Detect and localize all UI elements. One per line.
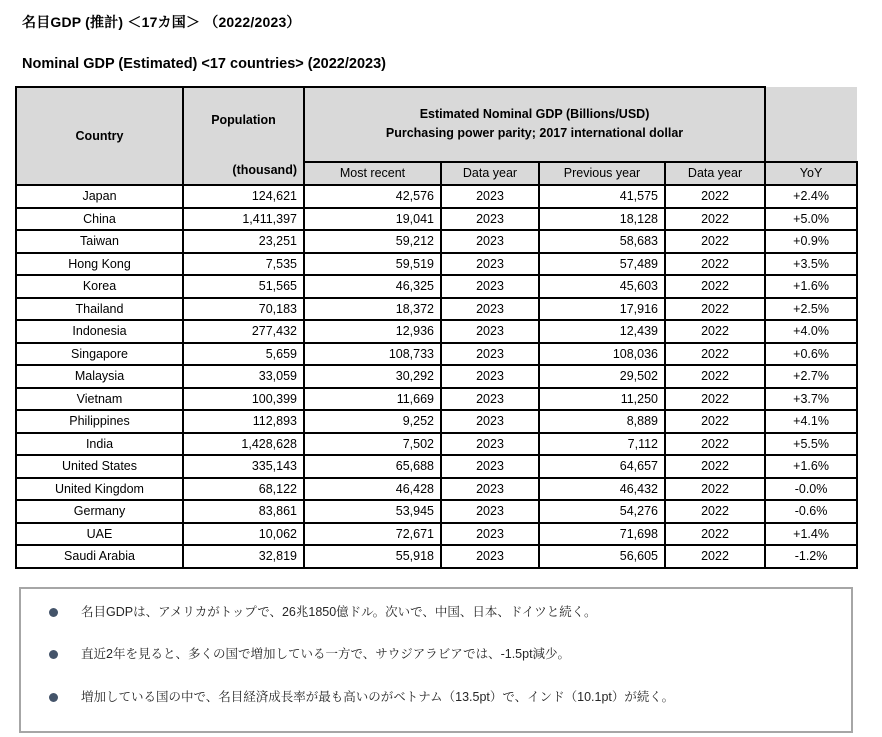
data-year-1-cell: 2023 (441, 433, 539, 456)
country-cell: Japan (16, 185, 183, 208)
country-cell: Singapore (16, 343, 183, 366)
yoy-cell: +4.1% (765, 410, 857, 433)
population-unit-label: (thousand) (232, 163, 297, 177)
gdp-table (15, 86, 858, 569)
data-year-1-cell: 2023 (441, 388, 539, 411)
most-recent-cell: 55,918 (304, 545, 441, 568)
yoy-cell: -1.2% (765, 545, 857, 568)
previous-year-cell: 56,605 (539, 545, 665, 568)
previous-year-cell: 17,916 (539, 298, 665, 321)
data-year-2-cell: 2022 (665, 410, 765, 433)
previous-year-cell: 64,657 (539, 455, 665, 478)
gdp-group-header-line1: Estimated Nominal GDP (Billions/USD) (419, 106, 650, 121)
notes-list (49, 604, 831, 707)
yoy-column-header: YoY (765, 162, 857, 185)
previous-year-cell: 12,439 (539, 320, 665, 343)
country-cell: Philippines (16, 410, 183, 433)
country-cell: UAE (16, 523, 183, 546)
population-cell: 83,861 (183, 500, 304, 523)
summary-notes-box (19, 587, 853, 733)
data-year-1-cell: 2023 (441, 208, 539, 231)
data-year-1-cell: 2023 (441, 545, 539, 568)
country-cell: United Kingdom (16, 478, 183, 501)
data-year-1-cell: 2023 (441, 253, 539, 276)
previous-year-cell: 7,112 (539, 433, 665, 456)
data-year-2-cell: 2022 (665, 478, 765, 501)
data-year-2-column-header: Data year (665, 162, 765, 185)
yoy-cell: -0.0% (765, 478, 857, 501)
data-year-2-cell: 2022 (665, 365, 765, 388)
data-year-1-cell: 2023 (441, 365, 539, 388)
data-year-1-cell: 2023 (441, 185, 539, 208)
most-recent-cell: 7,502 (304, 433, 441, 456)
population-cell: 33,059 (183, 365, 304, 388)
table-row (16, 500, 857, 523)
yoy-cell: +0.6% (765, 343, 857, 366)
country-cell: Germany (16, 500, 183, 523)
table-row (16, 455, 857, 478)
table-row (16, 320, 857, 343)
previous-year-cell: 8,889 (539, 410, 665, 433)
data-year-1-cell: 2023 (441, 320, 539, 343)
page-title-japanese: 名目GDP (推計) ＜17カ国＞ （2022/2023） (22, 14, 301, 30)
table-row (16, 410, 857, 433)
note-item (49, 604, 831, 621)
country-cell: Vietnam (16, 388, 183, 411)
most-recent-cell: 9,252 (304, 410, 441, 433)
data-year-1-cell: 2023 (441, 478, 539, 501)
country-cell: United States (16, 455, 183, 478)
note-text: 直近2年を見ると、多くの国で増加している一方で、サウジアラビアでは、-1.5pt減少。 (81, 647, 571, 662)
population-cell: 7,535 (183, 253, 304, 276)
note-text: 名目GDPは、アメリカがトップで、26兆1850億ドル。次いで、中国、日本、ドイツと続く。 (81, 604, 597, 619)
data-year-1-column-header: Data year (441, 162, 539, 185)
population-cell: 70,183 (183, 298, 304, 321)
yoy-cell: +1.6% (765, 275, 857, 298)
population-cell: 51,565 (183, 275, 304, 298)
gdp-table-body (16, 185, 857, 568)
country-cell: China (16, 208, 183, 231)
page-title-english: Nominal GDP (Estimated) <17 countries> (2022/2023) (22, 56, 386, 72)
most-recent-cell: 59,212 (304, 230, 441, 253)
data-year-2-cell: 2022 (665, 298, 765, 321)
population-cell: 68,122 (183, 478, 304, 501)
data-year-2-cell: 2022 (665, 500, 765, 523)
data-year-2-cell: 2022 (665, 455, 765, 478)
population-cell: 112,893 (183, 410, 304, 433)
table-row (16, 298, 857, 321)
population-cell: 5,659 (183, 343, 304, 366)
previous-year-cell: 11,250 (539, 388, 665, 411)
table-row (16, 545, 857, 568)
note-text: 増加している国の中で、名目経済成長率が最も高いのがベトナム（13.5pt）で、インド（10.1pt）が続く。 (81, 690, 675, 705)
country-cell: Malaysia (16, 365, 183, 388)
data-year-1-cell: 2023 (441, 410, 539, 433)
previous-year-cell: 41,575 (539, 185, 665, 208)
data-year-1-cell: 2023 (441, 523, 539, 546)
data-year-2-cell: 2022 (665, 545, 765, 568)
data-year-1-cell: 2023 (441, 343, 539, 366)
most-recent-cell: 53,945 (304, 500, 441, 523)
country-cell: Korea (16, 275, 183, 298)
table-row (16, 185, 857, 208)
yoy-cell: +5.5% (765, 433, 857, 456)
data-year-1-cell: 2023 (441, 455, 539, 478)
previous-year-cell: 45,603 (539, 275, 665, 298)
population-cell: 32,819 (183, 545, 304, 568)
previous-year-cell: 71,698 (539, 523, 665, 546)
yoy-cell: +2.5% (765, 298, 857, 321)
yoy-cell: -0.6% (765, 500, 857, 523)
data-year-1-cell: 2023 (441, 298, 539, 321)
gdp-group-header (304, 87, 765, 162)
population-cell: 1,428,628 (183, 433, 304, 456)
empty-corner-cell (765, 87, 857, 162)
most-recent-cell: 30,292 (304, 365, 441, 388)
most-recent-column-header: Most recent (304, 162, 441, 185)
data-year-2-cell: 2022 (665, 185, 765, 208)
data-year-2-cell: 2022 (665, 433, 765, 456)
population-cell: 335,143 (183, 455, 304, 478)
data-year-2-cell: 2022 (665, 523, 765, 546)
most-recent-cell: 59,519 (304, 253, 441, 276)
most-recent-cell: 72,671 (304, 523, 441, 546)
previous-year-cell: 54,276 (539, 500, 665, 523)
bullet-icon (49, 608, 58, 617)
table-row (16, 275, 857, 298)
previous-year-cell: 58,683 (539, 230, 665, 253)
table-row (16, 365, 857, 388)
population-cell: 100,399 (183, 388, 304, 411)
data-year-2-cell: 2022 (665, 208, 765, 231)
most-recent-cell: 18,372 (304, 298, 441, 321)
header-row-group (16, 87, 857, 162)
table-row (16, 478, 857, 501)
population-column-header (183, 87, 304, 185)
yoy-cell: +5.0% (765, 208, 857, 231)
yoy-cell: +1.6% (765, 455, 857, 478)
data-year-2-cell: 2022 (665, 253, 765, 276)
data-year-2-cell: 2022 (665, 230, 765, 253)
previous-year-cell: 108,036 (539, 343, 665, 366)
table-row (16, 433, 857, 456)
gdp-table-header (16, 87, 857, 185)
data-year-1-cell: 2023 (441, 230, 539, 253)
most-recent-cell: 19,041 (304, 208, 441, 231)
yoy-cell: +0.9% (765, 230, 857, 253)
most-recent-cell: 42,576 (304, 185, 441, 208)
most-recent-cell: 46,428 (304, 478, 441, 501)
most-recent-cell: 65,688 (304, 455, 441, 478)
country-column-header: Country (16, 87, 183, 185)
population-cell: 124,621 (183, 185, 304, 208)
most-recent-cell: 11,669 (304, 388, 441, 411)
country-cell: Hong Kong (16, 253, 183, 276)
country-cell: Thailand (16, 298, 183, 321)
data-year-1-cell: 2023 (441, 275, 539, 298)
data-year-2-cell: 2022 (665, 275, 765, 298)
country-cell: Indonesia (16, 320, 183, 343)
note-item (49, 689, 831, 706)
table-row (16, 343, 857, 366)
population-header-label: Population (211, 113, 276, 127)
most-recent-cell: 12,936 (304, 320, 441, 343)
most-recent-cell: 108,733 (304, 343, 441, 366)
bullet-icon (49, 693, 58, 702)
table-row (16, 253, 857, 276)
previous-year-cell: 29,502 (539, 365, 665, 388)
table-row (16, 208, 857, 231)
data-year-2-cell: 2022 (665, 388, 765, 411)
yoy-cell: +2.4% (765, 185, 857, 208)
previous-year-column-header: Previous year (539, 162, 665, 185)
table-row (16, 388, 857, 411)
yoy-cell: +1.4% (765, 523, 857, 546)
country-cell: Saudi Arabia (16, 545, 183, 568)
population-cell: 10,062 (183, 523, 304, 546)
bullet-icon (49, 650, 58, 659)
data-year-1-cell: 2023 (441, 500, 539, 523)
country-cell: Taiwan (16, 230, 183, 253)
population-cell: 277,432 (183, 320, 304, 343)
gdp-group-header-line2: Purchasing power parity; 2017 international dollar (385, 126, 684, 141)
population-cell: 23,251 (183, 230, 304, 253)
most-recent-cell: 46,325 (304, 275, 441, 298)
yoy-cell: +4.0% (765, 320, 857, 343)
population-cell: 1,411,397 (183, 208, 304, 231)
note-item (49, 646, 831, 663)
table-row (16, 523, 857, 546)
previous-year-cell: 18,128 (539, 208, 665, 231)
data-year-2-cell: 2022 (665, 320, 765, 343)
data-year-2-cell: 2022 (665, 343, 765, 366)
country-cell: India (16, 433, 183, 456)
yoy-cell: +3.7% (765, 388, 857, 411)
previous-year-cell: 57,489 (539, 253, 665, 276)
previous-year-cell: 46,432 (539, 478, 665, 501)
yoy-cell: +3.5% (765, 253, 857, 276)
table-row (16, 230, 857, 253)
yoy-cell: +2.7% (765, 365, 857, 388)
